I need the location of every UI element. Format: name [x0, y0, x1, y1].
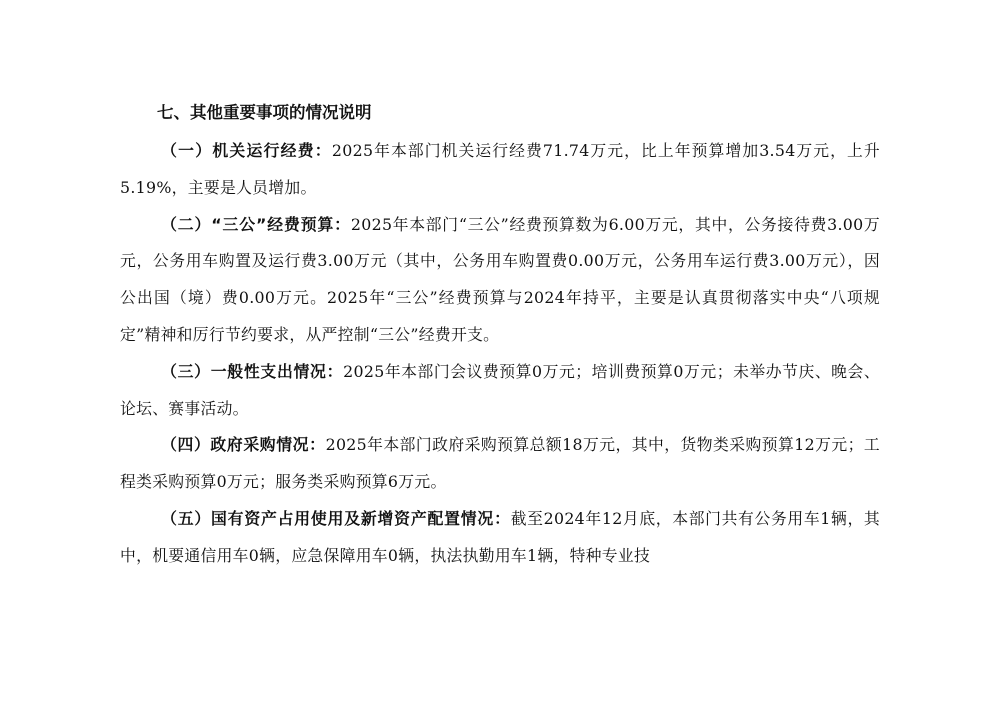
document-body: [120, 133, 880, 575]
paragraph-text: 2025年本部门“三公”经费预算数为6.00万元，其中，公务接待费3.00万元，公务用车购置及运行费3.00万元（其中，公务用车购置费0.00万元，公务用车运行费3.00万元），因公出国（境）费0.00万元。2025年“三公”经费预算与2024年持平，主要是认真贯彻落实中央“八项规定”精神和厉行节约要求，从严控制“三公”经费开支。: [120, 214, 880, 344]
paragraph-text: 截至2024年12月底，本部门共有公务用车1辆，其中，机要通信用车0辆，应急保障用车0辆，执法执勤用车1辆，特种专业技: [120, 508, 880, 565]
paragraph-text: 2025年本部门会议费预算0万元；培训费预算0万元；未举办节庆、晚会、论坛、赛事活动。: [120, 361, 880, 418]
paragraph-general-expenditure: [120, 354, 880, 428]
paragraph-lead: （四）政府采购情况：: [161, 435, 326, 455]
paragraph-text: 2025年本部门政府采购预算总额18万元，其中，货物类采购预算12万元；工程类采购预算0万元；服务类采购预算6万元。: [120, 435, 880, 492]
paragraph-lead: （三）一般性支出情况：: [161, 361, 344, 381]
paragraph-government-procurement: [120, 427, 880, 501]
section-heading: 七、其他重要事项的情况说明: [157, 103, 372, 122]
paragraph-lead: （一）机关运行经费：: [161, 141, 332, 160]
paragraph-lead: （五）国有资产占用使用及新增资产配置情况：: [161, 508, 511, 528]
paragraph-text: 2025年本部门机关运行经费71.74万元，比上年预算增加3.54万元，上升5.19%，主要是人员增加。: [120, 141, 880, 197]
paragraph-state-assets: [120, 501, 880, 575]
paragraph-operating-expenses: [120, 133, 880, 207]
paragraph-lead: （二）“三公”经费预算：: [161, 214, 351, 234]
paragraph-three-public-expenses: [120, 207, 880, 354]
